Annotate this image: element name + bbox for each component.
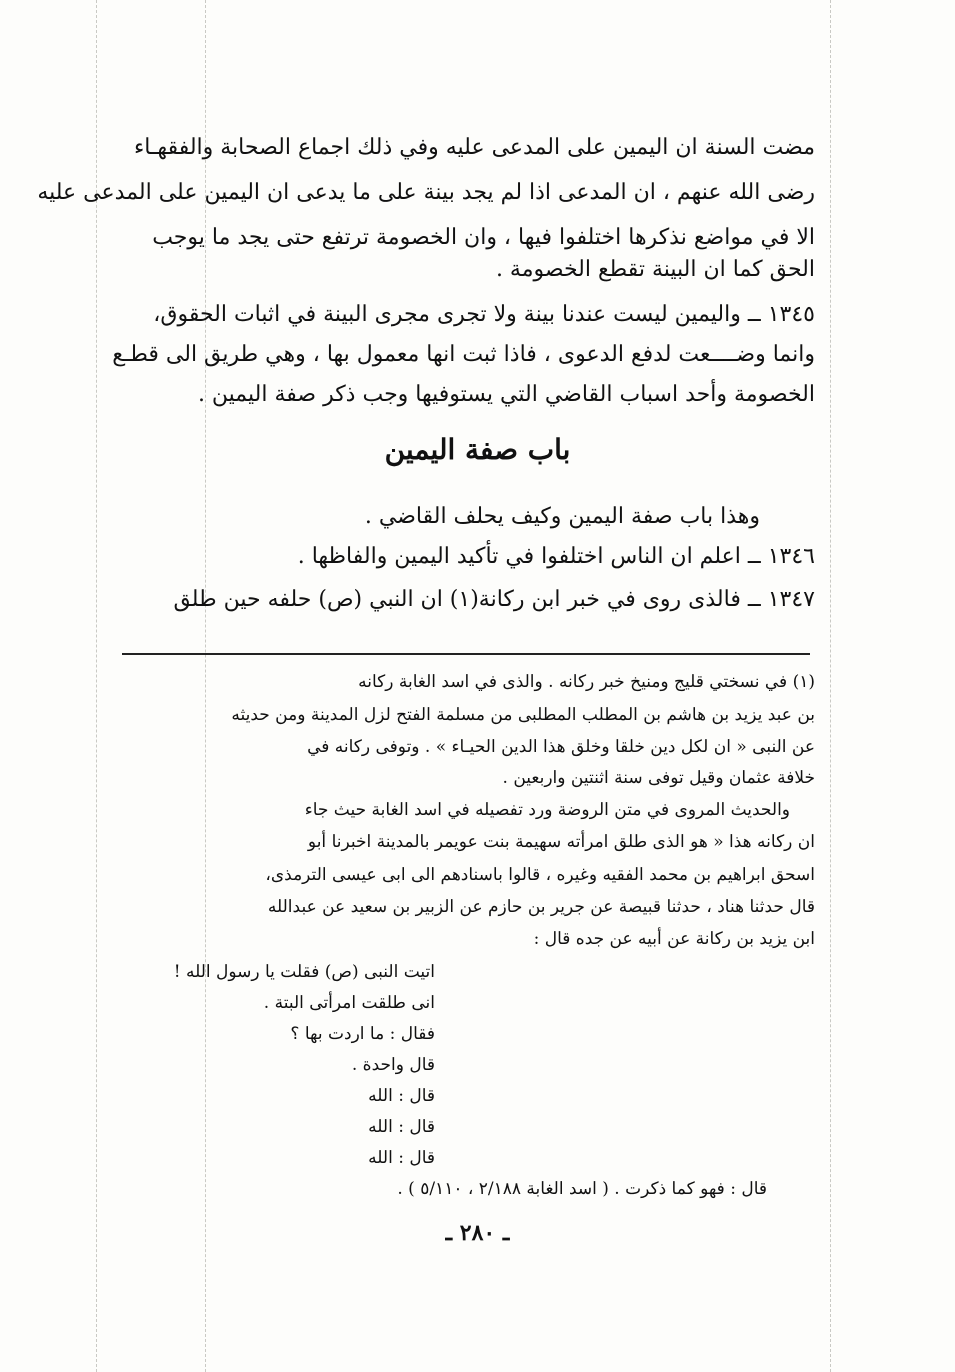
body-line: ١٣٤٦ ــ اعلم ان الناس اختلفوا في تأكيد اليمين والفاظها . bbox=[297, 544, 815, 569]
body-line: الحق كما ان البينة تقطع الخصومة . bbox=[495, 257, 815, 282]
body-line: مضت السنة ان اليمين على المدعى عليه وفي ذلك اجماع الصحابة والفقهـاء bbox=[133, 135, 815, 160]
footnote-line: اسحق ابراهيم بن محمد الفقيه وغيره ، قالوا باسنادهم الى ابى عيسى الترمذى، bbox=[265, 865, 815, 885]
body-line: وهذا باب صفة اليمين وكيف يحلف القاضي . bbox=[364, 504, 760, 529]
footnote-line: ان ركانه هذا « هو الذى طلق امرأته سهيمة بنت عويمر بالمدينة اخبرنا أبو bbox=[307, 832, 815, 852]
body-line: الا في مواضع نذكرها اختلفوا فيها ، وان الخصومة ترتفع حتى يجد ما يوجب bbox=[152, 225, 815, 250]
footnote-dialogue-line: قال : فهو كما ذكرت . ( اسد الغابة ٢/١٨٨ ، ٥/١١٠ ) . bbox=[397, 1179, 767, 1199]
footnote-dialogue-line: انى طلقت امرأتى البتة . bbox=[263, 993, 435, 1013]
scan-artifact-line bbox=[830, 0, 831, 1372]
body-line: ١٣٤٥ ــ واليمين ليست عندنا بينة ولا تجرى مجرى البينة في اثبات الحقوق، bbox=[153, 302, 815, 327]
footnote-line: قال حدثنا هناد ، حدثنا قبيصة عن جرير بن حازم عن الزبير بن سعيد عن عبدالله bbox=[267, 897, 815, 917]
body-line: وانما وضــــعت لدفع الدعوى ، فاذا ثبت انها معمول بها ، وهي طريق الى قطـع bbox=[112, 342, 815, 367]
footnote-dialogue-line: قال : الله bbox=[368, 1117, 435, 1137]
footnote-dialogue-line: قال واحدة . bbox=[351, 1055, 435, 1075]
footnote-line: عن النبى « ان لكل دين خلقا وخلق هذا الدين الحيـاء » . وتوفى ركانه في bbox=[307, 737, 815, 757]
footnote-line: والحديث المروى في متن الروضة ورد تفصيله في اسد الغابة حيث جاء bbox=[304, 800, 790, 820]
body-line: الخصومة وأحد اسباب القاضي التي يستوفيها وجب ذكر صفة اليمين . bbox=[197, 382, 815, 407]
section-heading: باب صفة اليمين bbox=[384, 433, 571, 466]
footnote-line: ابن يزيد بن ركانة عن أبيه عن جده قال : bbox=[533, 929, 815, 949]
footnote-dialogue-line: قال : الله bbox=[368, 1148, 435, 1168]
footnote-dialogue-line: فقال : ما اردت بها ؟ bbox=[290, 1024, 435, 1044]
footnote-dialogue-line: قال : الله bbox=[368, 1086, 435, 1106]
footnote-line: خلافة عثمان وقيل توفى سنة اثنتين واربعين . bbox=[502, 768, 815, 788]
body-line: ١٣٤٧ ــ فالذى روى في خبر ابن ركانة(١) ان النبي (ص) حلفه حين طلق bbox=[173, 587, 815, 612]
body-line: رضى الله عنهم ، ان المدعى اذا لم يجد بينة على ما يدعى ان اليمين على المدعى عليه bbox=[37, 180, 815, 205]
page-number: ـ ٢٨٠ ـ bbox=[445, 1220, 510, 1246]
footnote-line: بن عبد يزيد بن هاشم بن المطلب المطلبى من مسلمة الفتح لزل المدينة ومن حديثه bbox=[231, 705, 815, 725]
footnote-line: (١) في نسختي قليج ومنيخ خبر ركانه . والذى في اسد الغابة ركانه bbox=[358, 672, 815, 692]
footnote-dialogue-line: اتيت النبى (ص) فقلت يا رسول الله ! bbox=[173, 962, 435, 982]
footnote-separator bbox=[122, 653, 810, 655]
